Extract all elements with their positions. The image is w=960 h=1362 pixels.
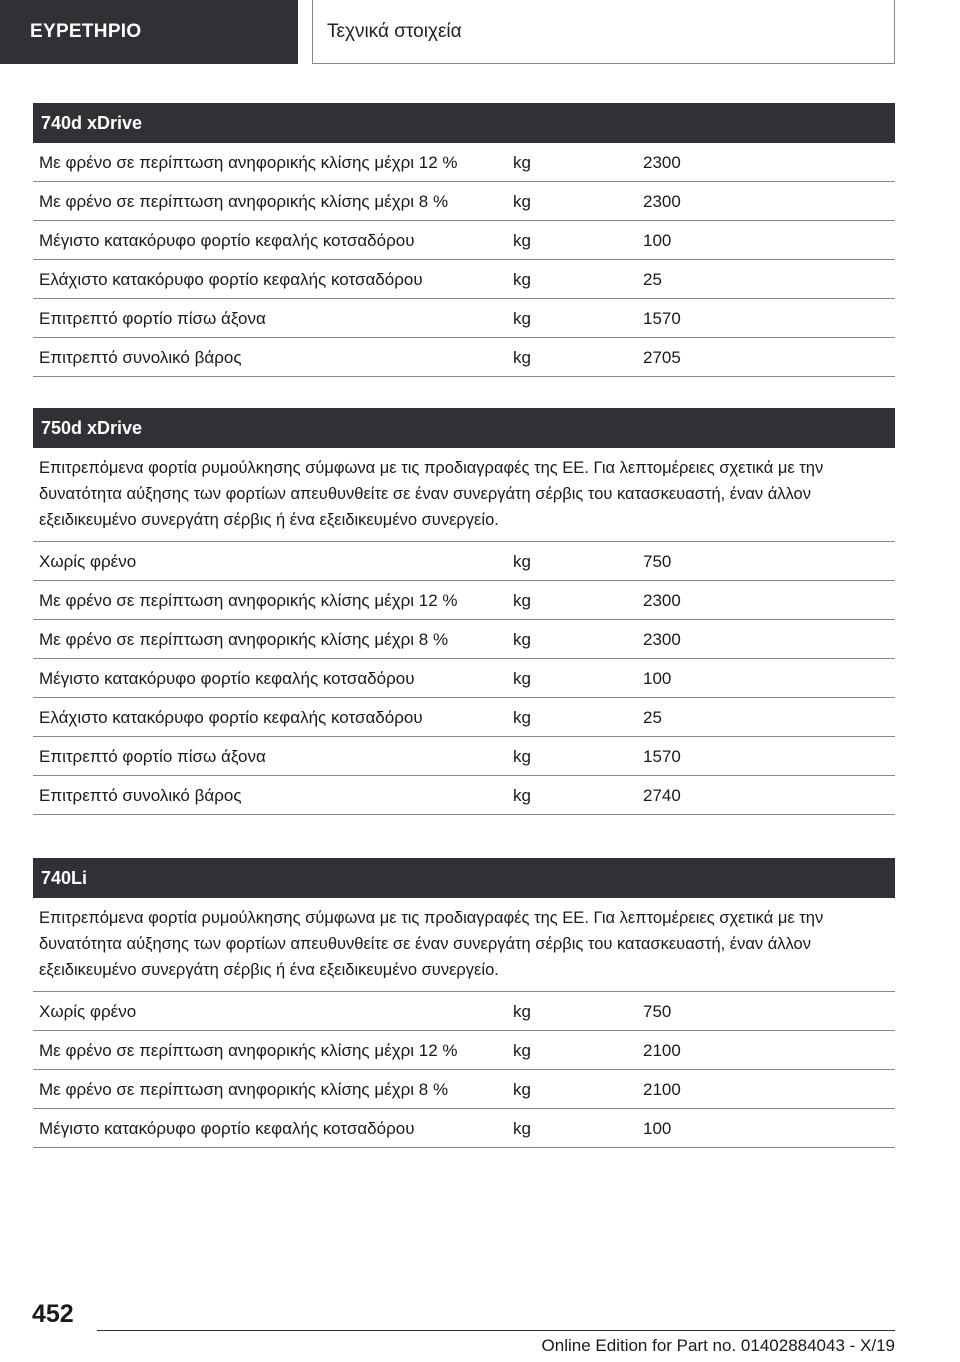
row-value: 2100 xyxy=(643,1041,681,1060)
row-value: 25 xyxy=(643,708,662,727)
row-unit: kg xyxy=(513,669,531,688)
row-value: 100 xyxy=(643,669,672,688)
section-note: Επιτρεπόμενα φορτία ρυμούλκησης σύμφωνα με τις προδιαγραφές της ΕΕ. Για λεπτομέρειες σχετικά με την δυνατότητα αύξησης των φορτίων απευθυνθείτε σε έναν συνεργάτη σέρβις του κατασκευαστή, έναν άλλον εξειδικευμένο συνεργάτη σέρβις ή ένα εξειδικευμένο συνεργείο. xyxy=(33,898,895,992)
row-label: Επιτρεπτό συνολικό βάρος xyxy=(39,786,242,805)
table-row xyxy=(33,776,895,815)
row-value: 25 xyxy=(643,270,662,289)
row-value: 2300 xyxy=(643,630,681,649)
row-label: Χωρίς φρένο xyxy=(39,552,137,571)
table-row xyxy=(33,659,895,698)
section-title: 750d xDrive xyxy=(33,408,895,448)
section-title: 740Li xyxy=(33,858,895,898)
row-unit: kg xyxy=(513,747,531,766)
row-unit: kg xyxy=(513,630,531,649)
row-unit: kg xyxy=(513,708,531,727)
row-value: 1570 xyxy=(643,747,681,766)
table-row xyxy=(33,260,895,299)
section-750d-xdrive xyxy=(33,408,895,815)
row-unit: kg xyxy=(513,231,531,250)
section-tab[interactable]: Τεχνικά στοιχεία xyxy=(312,0,895,64)
row-label: Ελάχιστο κατακόρυφο φορτίο κεφαλής κοτσαδόρου xyxy=(39,270,423,289)
row-label: Με φρένο σε περίπτωση ανηφορικής κλίσης μέχρι 8 % xyxy=(39,1080,449,1099)
section-740li xyxy=(33,858,895,1148)
row-value: 2100 xyxy=(643,1080,681,1099)
table-row xyxy=(33,299,895,338)
row-label: Επιτρεπτό συνολικό βάρος xyxy=(39,348,242,367)
row-label: Επιτρεπτό φορτίο πίσω άξονα xyxy=(39,747,266,766)
table-row xyxy=(33,620,895,659)
row-label: Με φρένο σε περίπτωση ανηφορικής κλίσης μέχρι 8 % xyxy=(39,192,449,211)
row-label: Με φρένο σε περίπτωση ανηφορικής κλίσης μέχρι 12 % xyxy=(39,591,458,610)
row-label: Μέγιστο κατακόρυφο φορτίο κεφαλής κοτσαδόρου xyxy=(39,231,415,250)
row-value: 100 xyxy=(643,1119,672,1138)
row-value: 2300 xyxy=(643,591,681,610)
table-row xyxy=(33,143,895,182)
row-value: 2740 xyxy=(643,786,681,805)
page-number: 452 xyxy=(32,1300,74,1328)
row-label: Με φρένο σε περίπτωση ανηφορικής κλίσης μέχρι 12 % xyxy=(39,1041,458,1060)
row-value: 100 xyxy=(643,231,672,250)
top-bar xyxy=(0,0,960,68)
footer-edition: Online Edition for Part no. 01402884043 - X/19 xyxy=(541,1336,895,1355)
row-value: 2300 xyxy=(643,192,681,211)
table-row xyxy=(33,221,895,260)
section-740d-xdrive xyxy=(33,103,895,377)
table-row xyxy=(33,1070,895,1109)
row-unit: kg xyxy=(513,786,531,805)
content xyxy=(33,103,895,1148)
table-row xyxy=(33,338,895,377)
row-unit: kg xyxy=(513,192,531,211)
row-unit: kg xyxy=(513,1080,531,1099)
row-label: Μέγιστο κατακόρυφο φορτίο κεφαλής κοτσαδόρου xyxy=(39,1119,415,1138)
footer-divider xyxy=(97,1330,895,1331)
row-unit: kg xyxy=(513,309,531,328)
row-value: 2300 xyxy=(643,153,681,172)
row-value: 750 xyxy=(643,552,672,571)
section-note: Επιτρεπόμενα φορτία ρυμούλκησης σύμφωνα με τις προδιαγραφές της ΕΕ. Για λεπτομέρειες σχετικά με την δυνατότητα αύξησης των φορτίων απευθυνθείτε σε έναν συνεργάτη σέρβις του κατασκευαστή, έναν άλλον εξειδικευμένο συνεργάτη σέρβις ή ένα εξειδικευμένο συνεργείο. xyxy=(33,448,895,542)
table-row xyxy=(33,581,895,620)
row-unit: kg xyxy=(513,1002,531,1021)
table-row xyxy=(33,698,895,737)
row-unit: kg xyxy=(513,348,531,367)
table-row xyxy=(33,737,895,776)
row-label: Μέγιστο κατακόρυφο φορτίο κεφαλής κοτσαδόρου xyxy=(39,669,415,688)
row-value: 750 xyxy=(643,1002,672,1021)
row-label: Επιτρεπτό φορτίο πίσω άξονα xyxy=(39,309,266,328)
section-title: 740d xDrive xyxy=(33,103,895,143)
table-row xyxy=(33,1109,895,1148)
row-unit: kg xyxy=(513,552,531,571)
table-row xyxy=(33,542,895,581)
index-tab[interactable]: ΕΥΡΕΤΗΡΙΟ xyxy=(0,0,298,64)
row-unit: kg xyxy=(513,270,531,289)
row-value: 2705 xyxy=(643,348,681,367)
row-label: Με φρένο σε περίπτωση ανηφορικής κλίσης μέχρι 8 % xyxy=(39,630,449,649)
row-unit: kg xyxy=(513,153,531,172)
row-unit: kg xyxy=(513,591,531,610)
row-label: Χωρίς φρένο xyxy=(39,1002,137,1021)
row-unit: kg xyxy=(513,1119,531,1138)
table-row xyxy=(33,1031,895,1070)
row-label: Ελάχιστο κατακόρυφο φορτίο κεφαλής κοτσαδόρου xyxy=(39,708,423,727)
table-row xyxy=(33,992,895,1031)
row-label: Με φρένο σε περίπτωση ανηφορικής κλίσης μέχρι 12 % xyxy=(39,153,458,172)
table-row xyxy=(33,182,895,221)
row-value: 1570 xyxy=(643,309,681,328)
row-unit: kg xyxy=(513,1041,531,1060)
